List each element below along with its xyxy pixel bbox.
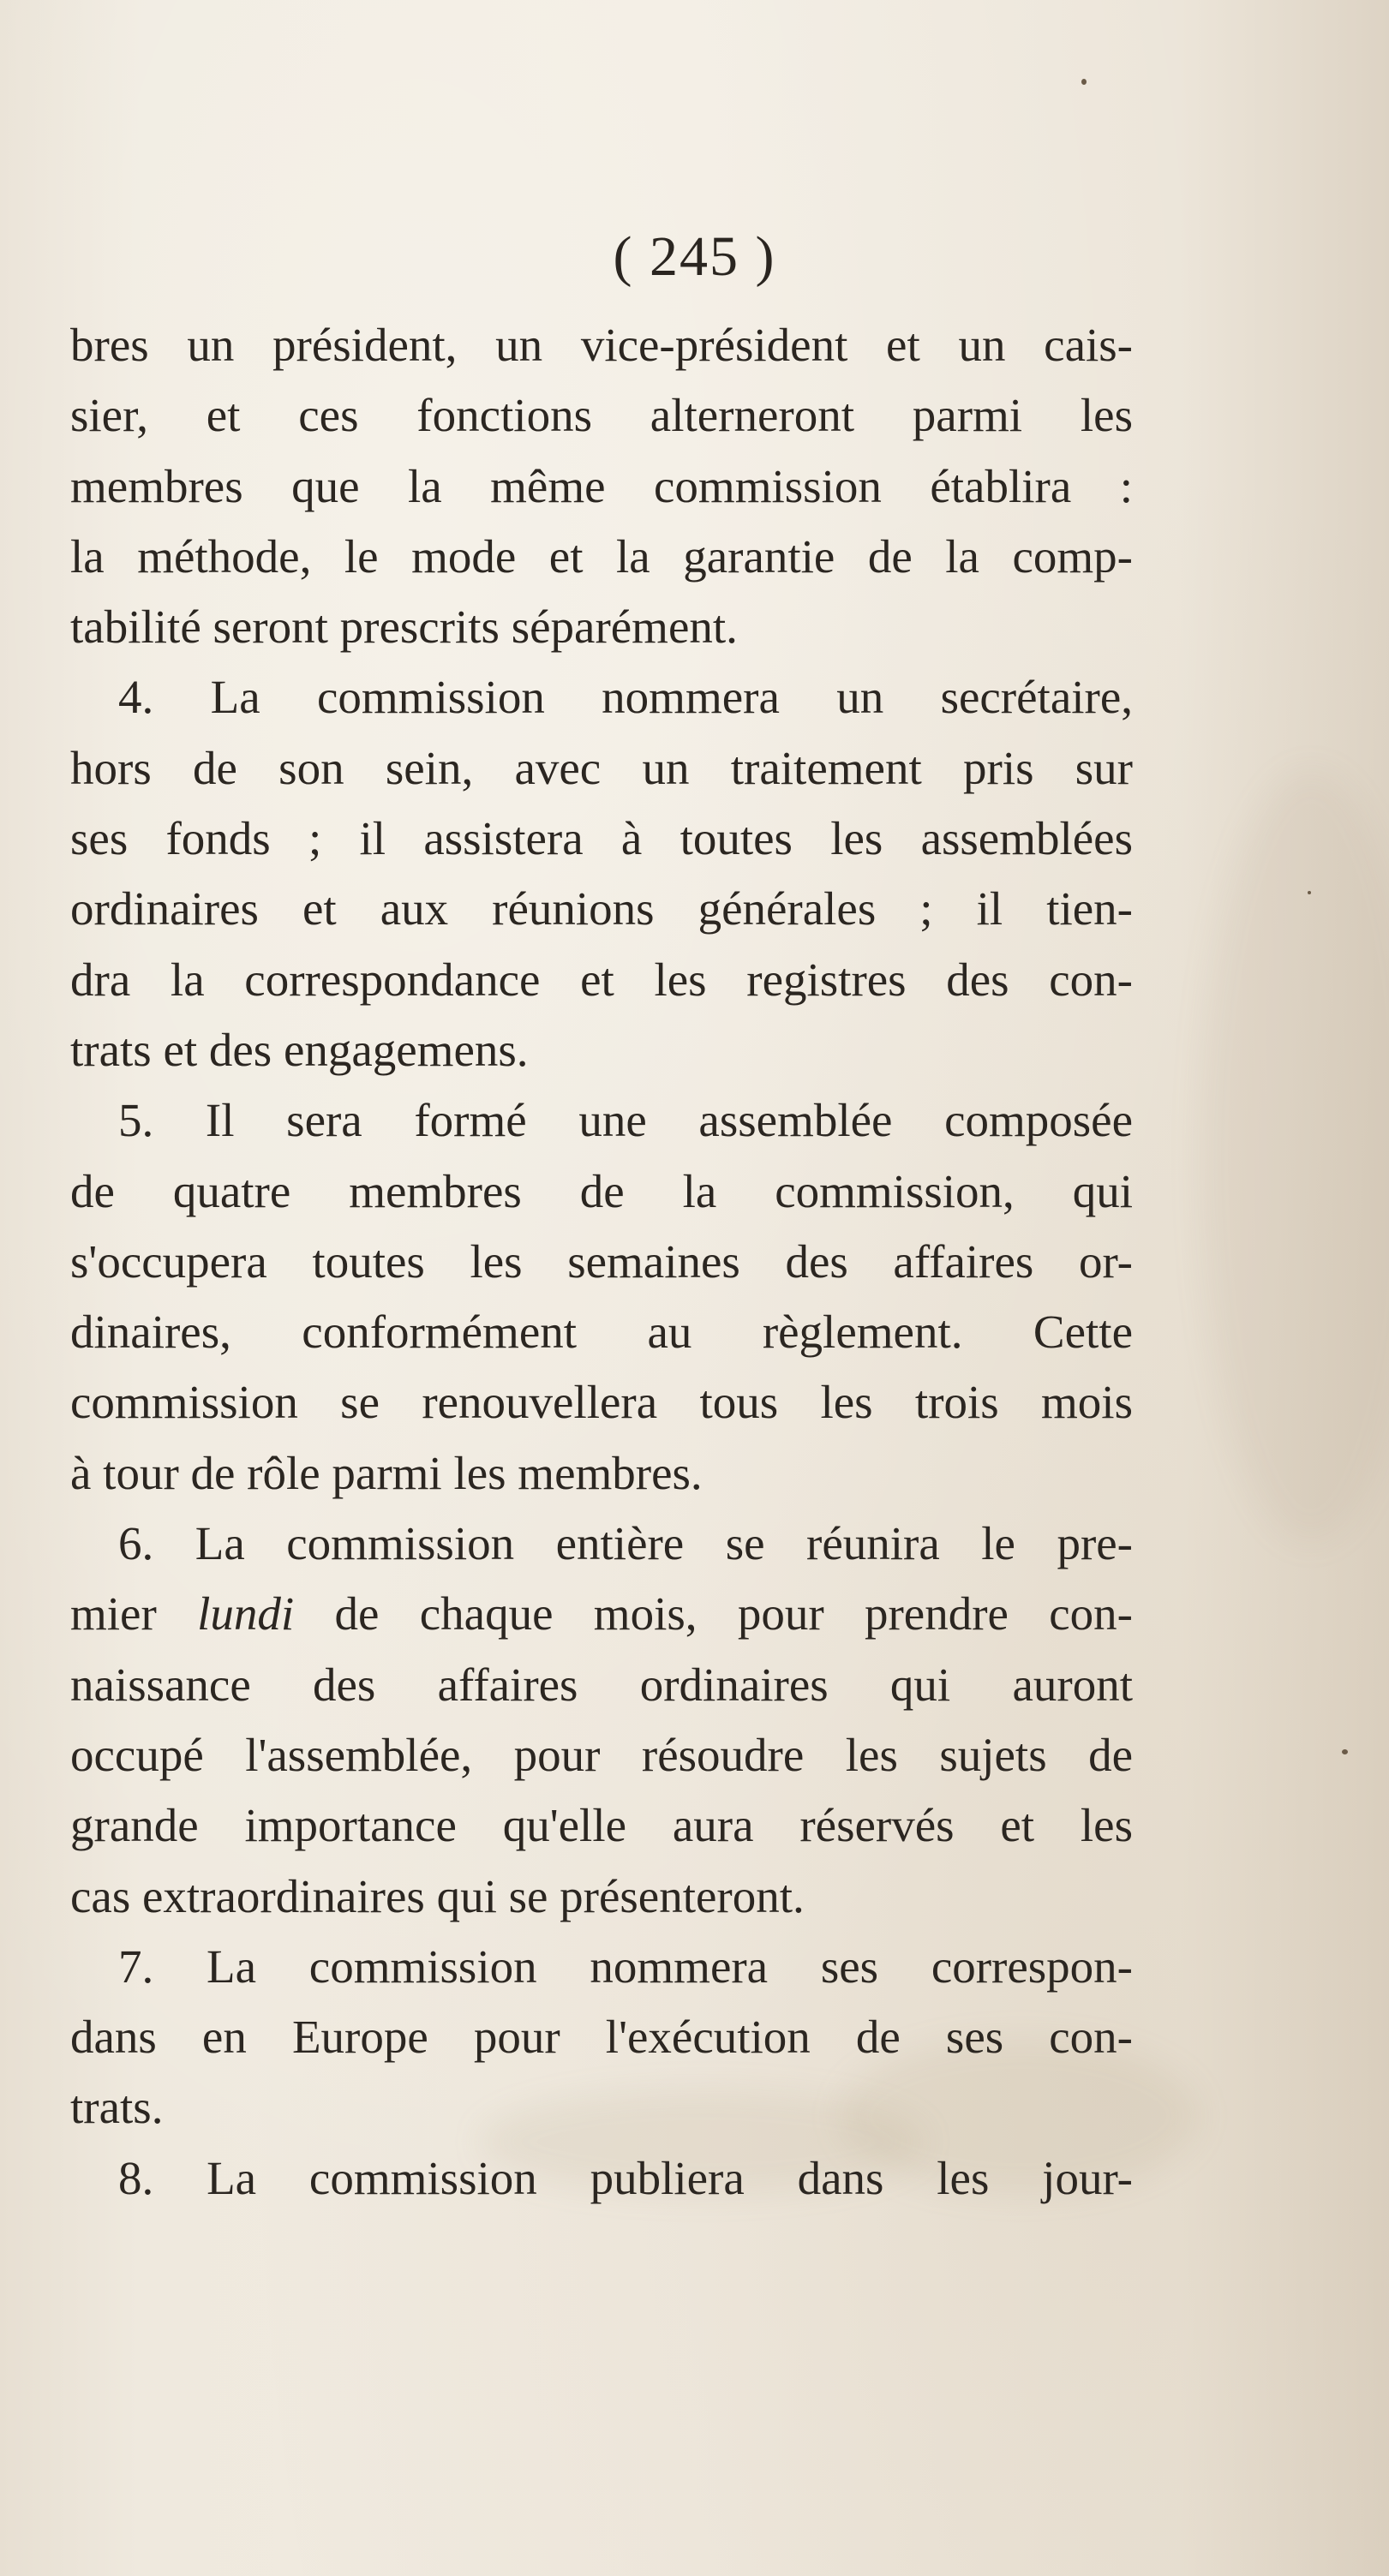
- text-line: tabilité seront prescrits séparément.: [70, 601, 738, 654]
- italic-word: lundi: [197, 1587, 295, 1641]
- text-line: de quatre membres de la commission, qui: [70, 1164, 1133, 1217]
- text-line: 4. La commission nommera un secrétaire,: [118, 671, 1133, 724]
- paper-stain: [1200, 771, 1389, 1542]
- text-line: la méthode, le mode et la garantie de la comp-: [70, 529, 1133, 583]
- text-line: à tour de rôle parmi les membres.: [70, 1446, 703, 1499]
- text-line: ordinaires et aux réunions générales ; il tien-: [70, 882, 1133, 935]
- ink-speck: [1081, 79, 1087, 85]
- text-line: membres que la même commission établira :: [70, 459, 1133, 512]
- text-line: 5. Il sera formé une assemblée composée: [118, 1094, 1133, 1147]
- text-line: 7. La commission nommera ses correspon-: [118, 1939, 1133, 1993]
- text-line: mier lundi de chaque mois, pour prendre con-: [70, 1587, 1134, 1641]
- page-number: ( 245 ): [613, 225, 776, 288]
- body-text: [70, 310, 1133, 2214]
- text-line: dinaires, conformément au règlement. Cette: [70, 1306, 1133, 1359]
- text-line: 8. La commission publiera dans les jour-: [118, 2151, 1133, 2204]
- text-line: 6. La commission entière se réunira le pre-: [118, 1517, 1133, 1570]
- text-line: occupé l'assemblée, pour résoudre les sujets de: [70, 1728, 1133, 1781]
- text-line: naissance des affaires ordinaires qui auront: [70, 1658, 1133, 1711]
- text-line: hors de son sein, avec un traitement pris sur: [70, 741, 1133, 794]
- text-line: commission se renouvellera tous les trois mois: [70, 1376, 1133, 1429]
- text-line: dra la correspondance et les registres des con-: [70, 953, 1133, 1006]
- text-line: cas extraordinaires qui se présenteront.: [70, 1869, 805, 1922]
- text-line: s'occupera toutes les semaines des affaires or-: [70, 1234, 1133, 1288]
- text-line: sier, et ces fonctions alterneront parmi les: [70, 389, 1133, 442]
- text-line: bres un président, un vice-président et un cais-: [70, 319, 1133, 371]
- text-line: trats et des engagemens.: [70, 1023, 529, 1076]
- ink-speck: [1308, 891, 1311, 894]
- text-line: dans en Europe pour l'exécution de ses con-: [70, 2011, 1133, 2064]
- text-line: grande importance qu'elle aura réservés et les: [70, 1799, 1133, 1852]
- ink-speck: [1342, 1749, 1348, 1754]
- text-line: ses fonds ; il assistera à toutes les assemblées: [70, 812, 1133, 865]
- text-line: trats.: [70, 2081, 164, 2134]
